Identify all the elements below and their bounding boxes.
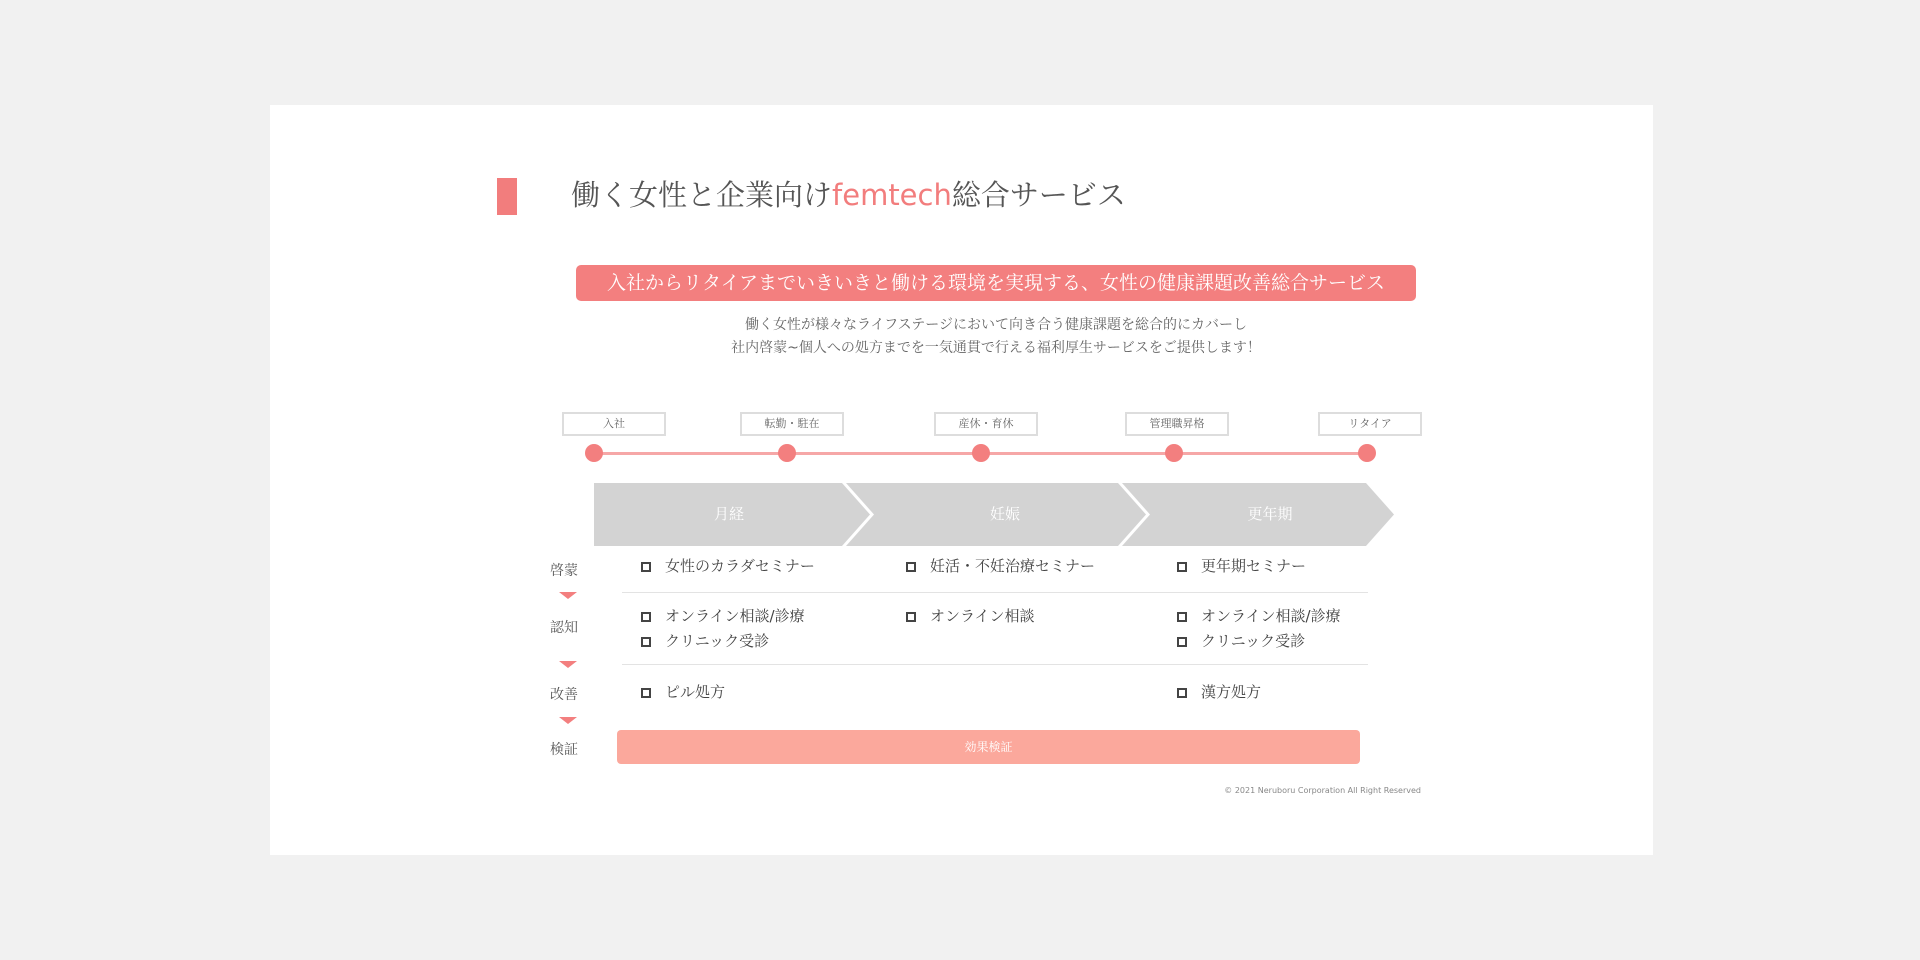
checkbox-icon — [1177, 637, 1187, 647]
checkbox-icon — [906, 612, 916, 622]
stage-label-join: 入社 — [562, 412, 666, 436]
checkbox-icon — [1177, 562, 1187, 572]
list-item: クリニック受診 — [1177, 630, 1305, 651]
list-item: ピル処方 — [641, 681, 725, 702]
title-accent: femtech — [832, 178, 952, 212]
row-label-improvement: 改善 — [550, 687, 578, 703]
timeline-dot — [778, 444, 796, 462]
stage-label-leave: 産休・育休 — [934, 412, 1038, 436]
timeline-dot — [1165, 444, 1183, 462]
checkbox-icon — [641, 688, 651, 698]
timeline-dot — [1358, 444, 1376, 462]
verification-bar: 効果検証 — [617, 730, 1360, 764]
checkbox-icon — [906, 562, 916, 572]
list-item: クリニック受診 — [641, 630, 769, 651]
checkbox-icon — [641, 612, 651, 622]
down-arrow-icon — [559, 717, 577, 724]
title-accent-bar — [497, 178, 517, 215]
title-suffix: 総合サービス — [951, 178, 1126, 212]
description-line-1: 働く女性が様々なライフステージにおいて向き合う健康課題を総合的にカバーし — [744, 317, 1248, 333]
list-item: 女性のカラダセミナー — [641, 555, 815, 576]
page-title — [571, 175, 1126, 215]
list-item: オンライン相談/診療 — [641, 605, 805, 626]
slide — [270, 105, 1653, 855]
row-divider — [622, 592, 1368, 593]
subtitle-banner: 入社からリタイアまでいきいきと働ける環境を実現する、女性の健康課題改善総合サービス — [576, 265, 1416, 301]
copyright: © 2021 Neruboru Corporation All Right Reserved — [1224, 786, 1421, 795]
timeline-dot — [972, 444, 990, 462]
phase-label-menopause: 更年期 — [1247, 505, 1293, 523]
title-prefix: 働く女性と企業向け — [571, 178, 833, 212]
row-label-recognition: 認知 — [550, 620, 578, 636]
down-arrow-icon — [559, 592, 577, 599]
description-line-2: 社内啓蒙~個人への処方までを一気通貫で行える福利厚生サービスをご提供します！ — [731, 340, 1261, 356]
checkbox-icon — [641, 562, 651, 572]
stage-label-promotion: 管理職昇格 — [1125, 412, 1229, 436]
stage-label-transfer: 転勤・駐在 — [740, 412, 844, 436]
list-item: 更年期セミナー — [1177, 555, 1306, 576]
phase-label-menstruation: 月経 — [713, 505, 744, 523]
row-label-awareness: 啓蒙 — [550, 563, 578, 579]
phase-label-pregnancy: 妊娠 — [989, 505, 1020, 523]
checkbox-icon — [1177, 612, 1187, 622]
checkbox-icon — [1177, 688, 1187, 698]
row-divider — [622, 664, 1368, 665]
checkbox-icon — [641, 637, 651, 647]
list-item: 妊活・不妊治療セミナー — [906, 555, 1095, 576]
timeline-dot — [585, 444, 603, 462]
list-item: 漢方処方 — [1177, 681, 1261, 702]
list-item: オンライン相談 — [906, 605, 1035, 626]
phase-arrows — [594, 483, 1394, 546]
row-label-verification: 検証 — [550, 742, 578, 758]
down-arrow-icon — [559, 661, 577, 668]
stage-label-retire: リタイア — [1318, 412, 1422, 436]
list-item: オンライン相談/診療 — [1177, 605, 1341, 626]
